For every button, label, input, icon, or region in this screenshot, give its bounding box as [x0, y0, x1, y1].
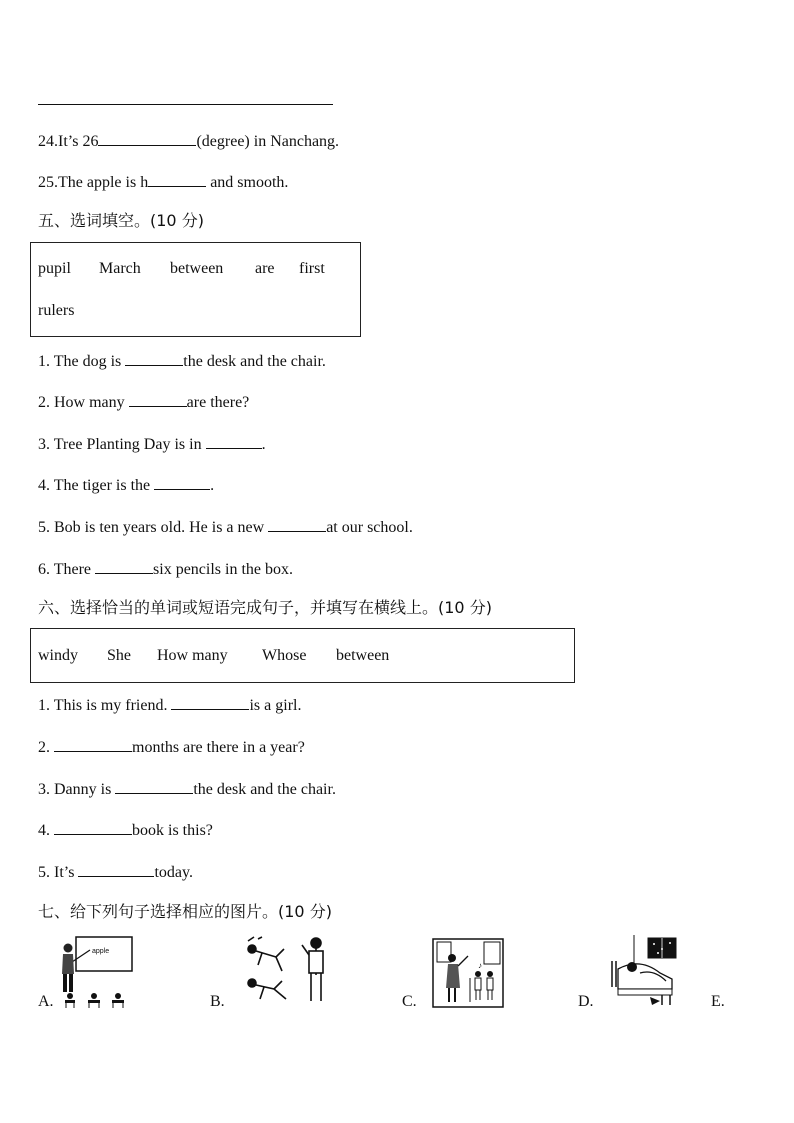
word-bank-item: windy [38, 647, 78, 664]
question-text: the desk and the chair. [183, 353, 326, 370]
question-text: the desk and the chair. [193, 781, 336, 798]
question-25 [38, 171, 288, 193]
s6-question-1 [38, 694, 301, 716]
s6-question-4 [38, 819, 213, 841]
word-bank-item: between [170, 260, 224, 277]
s6-question-5 [38, 861, 193, 883]
answer-blank[interactable] [154, 474, 210, 490]
question-text: and smooth. [210, 174, 289, 191]
board-word: apple [92, 948, 110, 955]
word-bank-item: She [107, 647, 131, 664]
answer-blank[interactable] [125, 350, 183, 366]
word-bank-item: first [299, 260, 325, 277]
s6-question-3 [38, 778, 336, 800]
top-rule [38, 104, 333, 105]
option-label-d: D. [578, 993, 594, 1010]
option-label-b: B. [210, 993, 225, 1010]
answer-blank[interactable] [206, 433, 262, 449]
option-label-e: E. [711, 993, 725, 1010]
word-bank-item: Whose [262, 647, 307, 664]
question-text: 25.The apple is h [38, 174, 149, 191]
word-bank-item: How many [157, 647, 228, 664]
answer-blank[interactable] [148, 171, 206, 187]
s5-question-1 [38, 350, 326, 372]
question-24 [38, 130, 339, 152]
word-bank-5 [30, 242, 361, 337]
answer-blank[interactable] [115, 778, 193, 794]
question-text: 5. Bob is ten years old. He is a new [38, 519, 265, 536]
word-bank-item: March [99, 260, 141, 277]
word-bank-item: rulers [38, 302, 75, 319]
question-text: 4. [38, 822, 50, 839]
word-bank-item: pupil [38, 260, 71, 277]
picture-c-music[interactable] [432, 938, 504, 1008]
question-text: 6. There [38, 561, 92, 578]
s5-question-4 [38, 474, 214, 496]
answer-blank[interactable] [171, 694, 249, 710]
word-bank-item: between [336, 647, 390, 664]
question-text: . [210, 477, 215, 494]
option-label-a: A. [38, 993, 54, 1010]
answer-blank[interactable] [78, 861, 154, 877]
option-label-c: C. [402, 993, 417, 1010]
question-text: 2. How many [38, 394, 125, 411]
question-text: . [261, 436, 266, 453]
s5-question-2 [38, 391, 249, 413]
section-5-heading: 五、选词填空。(10 分) [38, 211, 204, 230]
answer-blank[interactable] [268, 516, 326, 532]
picture-b-exercise[interactable] [238, 935, 330, 1009]
question-text: 3. Tree Planting Day is in [38, 436, 202, 453]
picture-d-sleeping[interactable] [610, 935, 682, 1007]
svg-text:♪: ♪ [478, 961, 482, 970]
question-text: book is this? [132, 822, 213, 839]
question-text: 2. [38, 739, 50, 756]
word-bank-item: are [255, 260, 275, 277]
answer-blank[interactable] [54, 819, 132, 835]
question-text: six pencils in the box. [153, 561, 293, 578]
picture-a-classroom[interactable] [56, 934, 136, 1008]
s6-question-2 [38, 736, 305, 758]
question-text: months are there in a year? [132, 739, 305, 756]
question-text: today. [154, 864, 193, 881]
question-text: at our school. [326, 519, 413, 536]
question-text: 24.It’s 26 [38, 133, 99, 150]
word-bank-6 [30, 628, 575, 683]
answer-blank[interactable] [129, 391, 187, 407]
answer-blank[interactable] [98, 130, 196, 146]
question-text: are there? [186, 394, 250, 411]
question-text: 4. The tiger is the [38, 477, 151, 494]
question-text: 1. The dog is [38, 353, 122, 370]
answer-blank[interactable] [95, 558, 153, 574]
section-6-heading: 六、选择恰当的单词或短语完成句子，并填写在横线上。(10 分) [38, 598, 492, 617]
question-text: 3. Danny is [38, 781, 112, 798]
answer-blank[interactable] [54, 736, 132, 752]
section-7-heading: 七、给下列句子选择相应的图片。(10 分) [38, 902, 332, 921]
s5-question-5 [38, 516, 413, 538]
question-text: is a girl. [249, 697, 302, 714]
question-text: 5. It’s [38, 864, 75, 881]
s5-question-6 [38, 558, 293, 580]
question-text: 1. This is my friend. [38, 697, 168, 714]
question-text: (degree) in Nanchang. [196, 133, 340, 150]
s5-question-3 [38, 433, 266, 455]
